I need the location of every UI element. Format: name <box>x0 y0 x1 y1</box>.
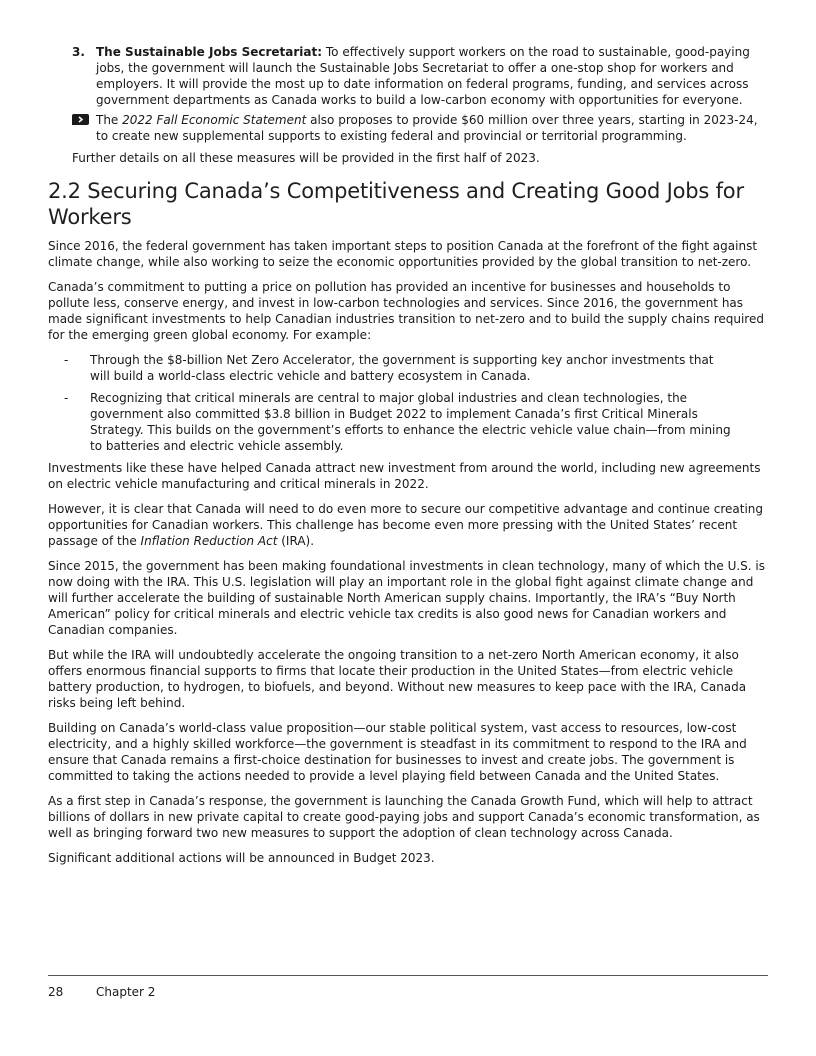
paragraph-8: As a first step in Canada’s response, the government is launching the Canada Growth Fund, which will help to attract billions of dollars in new private capital to create good-paying jobs and support Canada’s economic transformation, as well as bringing forward two new measures to support the adoption of clean technology across Canada. <box>48 794 760 840</box>
page-content <box>48 44 770 875</box>
arrow-badge-icon <box>72 112 96 144</box>
footer-divider <box>48 975 768 976</box>
dash-bullet: - <box>64 391 69 405</box>
list-item <box>48 390 770 454</box>
section-heading: 2.2 Securing Canada’s Competitiveness and Creating Good Jobs for Workers <box>48 179 744 229</box>
further-details-paragraph: Further details on all these measures will be provided in the first half of 2023. <box>72 151 540 165</box>
paragraph-1: Since 2016, the federal government has taken important steps to position Canada at the forefront of the fight against climate change, while also working to seize the economic opportunities provided by the global transition to net-zero. <box>48 239 758 269</box>
paragraph-2: Canada’s commitment to putting a price on pollution has provided an incentive for businesses and households to pollute less, conserve energy, and invest in low-carbon technologies and services. Since 2016, the government has made significant investments to help Canadian industries transition to net-zero and to build the supply chains required for the emerging green global economy. For example: <box>48 280 764 342</box>
paragraph-5: Since 2015, the government has been making foundational investments in clean technology, many of which the U.S. is now doing with the IRA. This U.S. legislation will play an important role in the global fight against climate change and will further accelerate the building of sustainable North American supply chains. Importantly, the IRA’s “Buy North American” policy for critical minerals and electric vehicle tax credits is also good news for Canadian workers and Canadian companies. <box>48 559 766 637</box>
item-number: 3. <box>72 45 85 59</box>
chapter-label: Chapter 2 <box>96 985 156 999</box>
item-body: To effectively support workers on the road to sustainable, good-paying jobs, the government will launch the Sustainable Jobs Secretariat to offer a one-stop shop for workers and employers. It will provide the most up to date information on federal programs, funding, and services across government departments as Canada works to build a low-carbon economy with opportunities for everyone. <box>96 45 750 107</box>
list-item <box>48 352 770 384</box>
list-item-text: Through the $8-billion Net Zero Accelerator, the government is supporting key anchor investments that will build a world-class electric vehicle and battery ecosystem in Canada. <box>90 353 714 383</box>
item-text <box>96 44 770 108</box>
page-footer <box>48 975 768 1000</box>
callout-text: The 2022 Fall Economic Statement also proposes to provide $60 million over three years, starting in 2023-24, to create new supplemental supports to existing federal and provincial or territorial programming. <box>96 113 758 143</box>
paragraph-3: Investments like these have helped Canada attract new investment from around the world, including new agreements on electric vehicle manufacturing and critical minerals in 2022. <box>48 461 761 491</box>
dash-bullet: - <box>64 353 69 367</box>
footer-row <box>48 984 768 1000</box>
bullet-list <box>48 352 770 454</box>
paragraph-6: But while the IRA will undoubtedly accelerate the ongoing transition to a net-zero North American economy, it also offers enormous financial supports to firms that locate their production in the United States—from electric vehicle battery production, to hydrogen, to biofuels, and beyond. Without new measures to keep pace with the IRA, Canada risks being left behind. <box>48 648 747 710</box>
numbered-item-3 <box>72 44 770 108</box>
paragraph-9: Significant additional actions will be announced in Budget 2023. <box>48 851 435 865</box>
page-number: 28 <box>48 985 64 999</box>
fes-callout <box>72 112 770 144</box>
list-item-text: Recognizing that critical minerals are central to major global industries and clean technologies, the government also committed $3.8 billion in Budget 2022 to implement Canada’s first Critical Minerals Strategy. This builds on the government’s efforts to enhance the electric vehicle value chain—from mining to batteries and electric vehicle assembly. <box>90 391 731 453</box>
paragraph-7: Building on Canada’s world-class value proposition—our stable political system, vast access to resources, low-cost electricity, and a highly skilled workforce—the government is steadfast in its commitment to respond to the IRA and ensure that Canada remains a first-choice destination for businesses to invest and create jobs. The government is committed to taking the actions needed to provide a level playing field between Canada and the United States. <box>48 721 747 783</box>
item-title: The Sustainable Jobs Secretariat: <box>96 45 323 59</box>
fes-title: 2022 Fall Economic Statement <box>122 113 307 127</box>
ira-title: Inflation Reduction Act <box>140 534 278 548</box>
paragraph-4: However, it is clear that Canada will need to do even more to secure our competitive advantage and continue creating opportunities for Canadian workers. This challenge has become even more pressing with the United States’ recent passage of the Inflation Reduction Act (IRA). <box>48 502 764 548</box>
